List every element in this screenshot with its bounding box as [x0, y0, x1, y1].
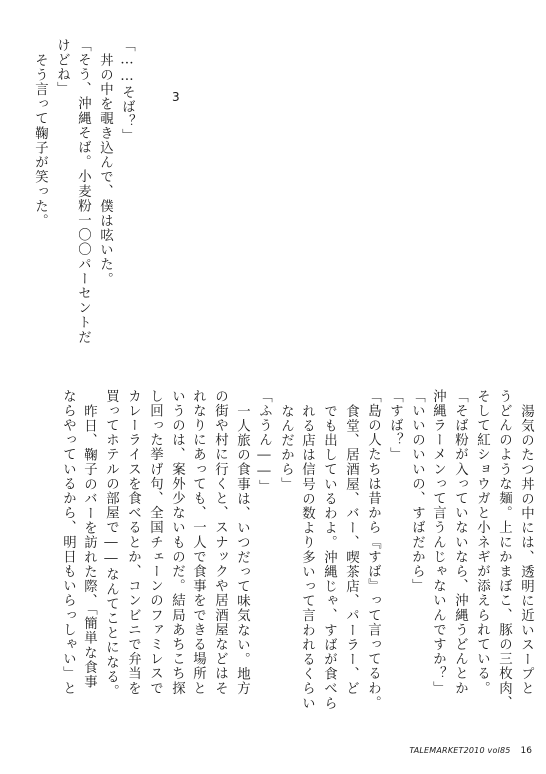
- text-column: 「……そば？」: [119, 38, 135, 144]
- page-number: 16: [520, 746, 532, 756]
- text-column: 丼の中を覗き込んで、僕は呟いた。: [97, 53, 113, 287]
- text-column: そう言って鞠子が笑った。: [32, 53, 48, 229]
- publication-name: TALEMARKET2010 vol85: [409, 746, 511, 755]
- text-column: し回った挙げ句、全国チェーンのファミレスで: [147, 389, 163, 696]
- text-column: いうのは、案外少ないものだ。結局あちこち探: [169, 389, 185, 696]
- text-column: 沖縄ラーメンって言うんじゃないんですか？」: [430, 389, 446, 696]
- text-column: 買ってホテルの部屋で――なんてことになる。: [103, 389, 119, 699]
- text-column: なんだから」: [278, 404, 294, 492]
- text-column: 「いいのいいの、すばだから」: [409, 389, 425, 594]
- text-column: 昨日、鞠子のバーを訪れた際、「簡単な食事: [81, 404, 97, 690]
- chapter-number: 3: [172, 90, 180, 104]
- text-column: そして紅ショウガと小ネギが添えられている。: [474, 389, 490, 696]
- text-column: 食堂、居酒屋、バー、喫茶店、パーラー、ど: [343, 404, 359, 696]
- text-column: れなりにあっても、一人で食事をできる場所と: [190, 389, 206, 696]
- text-column: うどんのような麺。上にかまぼこ、豚の三枚肉、: [496, 389, 512, 711]
- text-column: ならやっているから、明日もいらっしゃい」と: [60, 389, 76, 696]
- text-column: 「ふうん――」: [256, 389, 272, 495]
- text-column: れる店は信号の数より多いって言われるくらい: [299, 404, 315, 711]
- text-column: 「そう、沖縄そば。小麦粉一〇〇パーセントだ: [75, 38, 91, 345]
- text-column: けどね」: [54, 38, 70, 97]
- text-column: の街や村に行くと、スナックや居酒屋などはそ: [212, 389, 228, 696]
- text-column: カレーライスを食べるとか、コンビニで弁当を: [125, 389, 141, 696]
- text-column: 湯気のたつ丼の中には、透明に近いスープと: [518, 404, 534, 696]
- text-column: 「そば粉が入っていないなら、沖縄うどんとか: [452, 389, 468, 696]
- page-footer: [409, 746, 532, 756]
- text-column: 「島の人たちは昔から『すば』って言ってるわ。: [365, 389, 381, 711]
- text-column: 「すば？」: [387, 389, 403, 462]
- text-column: でも出しているわよ。沖縄じゃ、すばが食べら: [321, 404, 337, 711]
- text-column: 一人旅の食事は、いつだって味気ない。地方: [234, 404, 250, 696]
